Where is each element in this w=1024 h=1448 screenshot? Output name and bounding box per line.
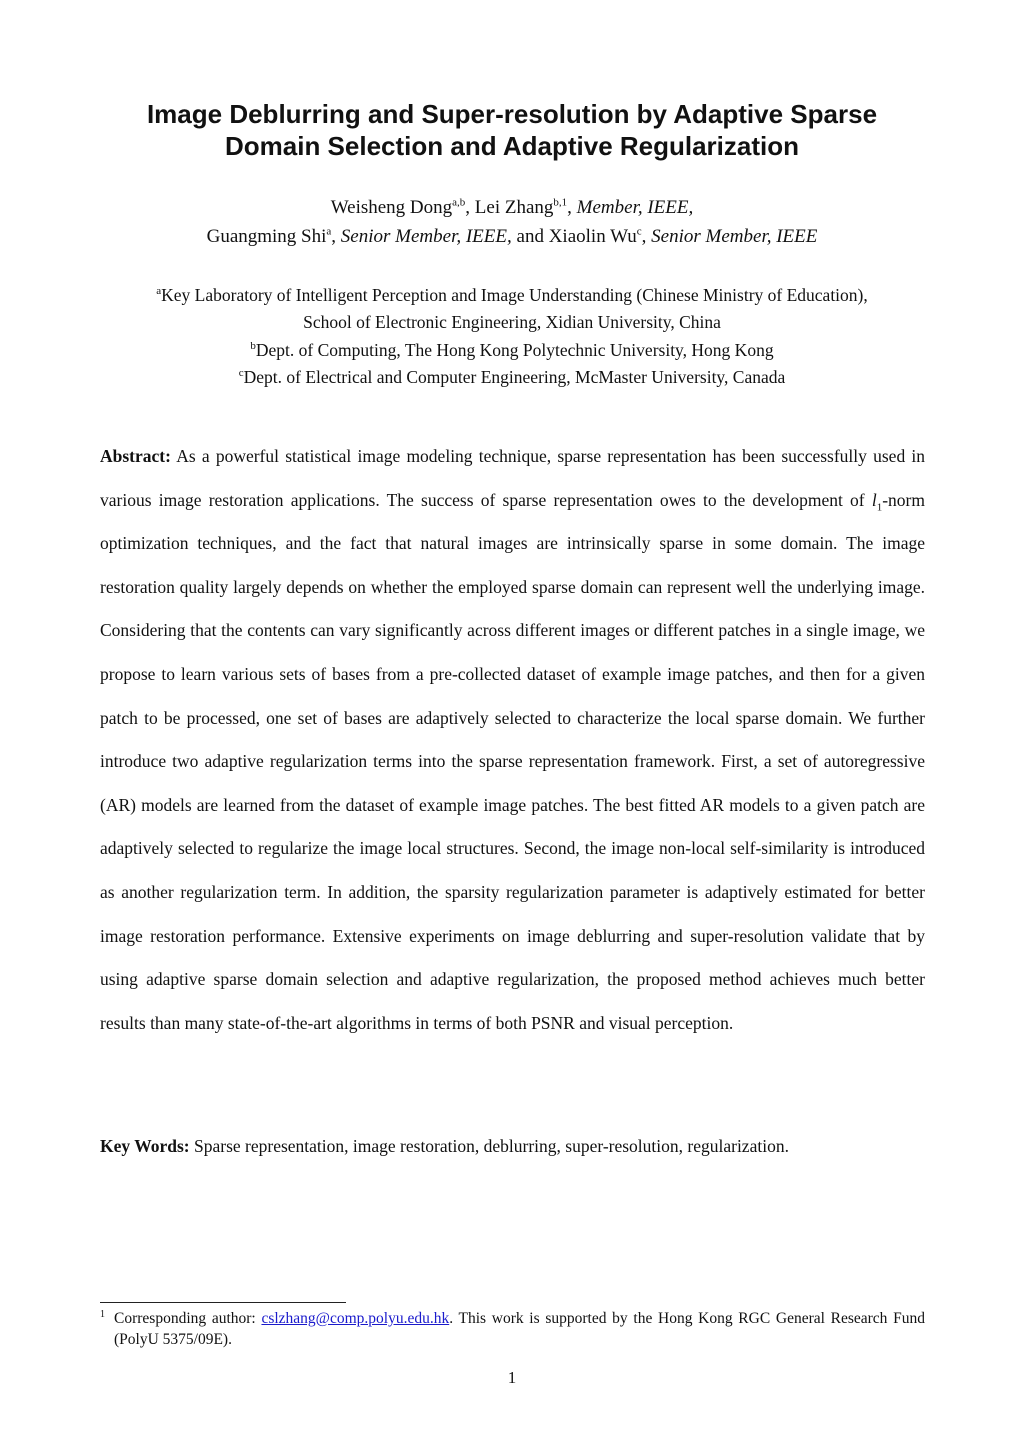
title-line-1: Image Deblurring and Super-resolution by Adaptive Sparse bbox=[146, 99, 878, 129]
affiliation-mark: a bbox=[156, 285, 162, 298]
author-affil-mark: c bbox=[636, 225, 642, 238]
author-name: Lei Zhang bbox=[474, 197, 554, 218]
footnote-body bbox=[100, 1308, 925, 1350]
keywords-label: Key Words: bbox=[100, 1136, 190, 1156]
abstract-text-part-2: -norm optimization techniques, and the fact that natural images are intrinsically sparse in some domain. The image restoration quality largely depends on whether the employed sparse domain can represent well the underlying image. Considering that the contents can vary significantly across different images or different patches in a single image, we propose to learn various sets of bases from a pre-collected dataset of example image patches, and then for a given patch to be processed, one set of bases are adaptively selected to characterize the local sparse domain. We further introduce two adaptive regularization terms into the sparse representation framework. First, a set of autoregressive (AR) models are learned from the dataset of example image patches. The best fitted AR models to a given patch are adaptively selected to regularize the image local structures. Second, the image non-local self-similarity is introduced as another regularization term. In addition, the sparsity regularization parameter is adaptively estimated for better image restoration performance. Extensive experiments on image deblurring and super-resolution validate that by using adaptive sparse domain selection and adaptive regularization, the proposed method achieves much better results than many state-of-the-art algorithms in terms of both PSNR and visual perception. bbox=[100, 489, 925, 1033]
footnote-suffix: . This work is supported by the Hong Kong RGC General Research Fund (PolyU 5375/09E). bbox=[114, 1310, 926, 1348]
footnote-mark: 1 bbox=[100, 1309, 105, 1320]
affiliation-a-line-1 bbox=[80, 282, 944, 309]
affiliation-mark: b bbox=[250, 339, 256, 352]
page-number: 1 bbox=[507, 1368, 517, 1387]
paper-title bbox=[80, 98, 944, 162]
keywords bbox=[100, 1133, 925, 1159]
footnote bbox=[100, 1308, 925, 1350]
footnote-prefix: Corresponding author: bbox=[114, 1310, 256, 1327]
author-role: Senior Member, IEEE, bbox=[340, 226, 512, 247]
title-line-2: Domain Selection and Adaptive Regularization bbox=[224, 131, 800, 161]
author-role: Senior Member, IEEE bbox=[651, 226, 818, 247]
author-role: Member, IEEE, bbox=[576, 197, 694, 218]
abstract-text-part-1: As a powerful statistical image modeling technique, sparse representation has been successfully used in various image restoration applications. The success of sparse representation owes to the development of bbox=[100, 446, 926, 510]
l-norm-symbol: l bbox=[871, 489, 877, 510]
corresponding-email-link[interactable]: cslzhang@comp.polyu.edu.hk bbox=[261, 1310, 450, 1327]
author-conjunction: and bbox=[516, 226, 544, 247]
affiliation-mark: c bbox=[238, 367, 244, 380]
author-line-1: Weisheng Dong$^{a,b}$, Lei Zhang$^{b,1}$, Member, IEEE, bbox=[330, 196, 694, 218]
author-affil-mark: a bbox=[326, 225, 332, 238]
author-affil-mark: a,b bbox=[452, 196, 466, 209]
affiliations bbox=[80, 282, 944, 392]
keywords-text: Sparse representation, image restoration, deblurring, super-resolution, regularization. bbox=[194, 1136, 789, 1156]
author-list bbox=[80, 193, 944, 251]
author-name: Guangming Shi bbox=[206, 226, 327, 247]
abstract-label: Abstract: bbox=[100, 446, 171, 466]
affiliation-text: Dept. of Electrical and Computer Engineering, McMaster University, Canada bbox=[243, 367, 786, 388]
author-affil-mark: b,1 bbox=[553, 196, 568, 209]
affiliation-c bbox=[80, 364, 944, 391]
author-line-2: Guangming Shi$^a$, Senior Member, IEEE, and Xiaolin Wu$^c$, Senior Member, IEEE bbox=[206, 225, 818, 247]
footnote-divider bbox=[100, 1302, 346, 1303]
author-name: Weisheng Dong bbox=[330, 197, 453, 218]
abstract bbox=[100, 435, 925, 1045]
affiliation-b bbox=[80, 337, 944, 364]
author-name: Xiaolin Wu bbox=[548, 226, 637, 247]
l-norm-subscript: 1 bbox=[876, 501, 883, 514]
affiliation-a-line-2: School of Electronic Engineering, Xidian University, China bbox=[303, 312, 721, 333]
affiliation-text: Key Laboratory of Intelligent Perception and Image Understanding (Chinese Ministry of Education), bbox=[161, 285, 868, 305]
affiliation-text: Dept. of Computing, The Hong Kong Polytechnic University, Hong Kong bbox=[255, 339, 774, 360]
